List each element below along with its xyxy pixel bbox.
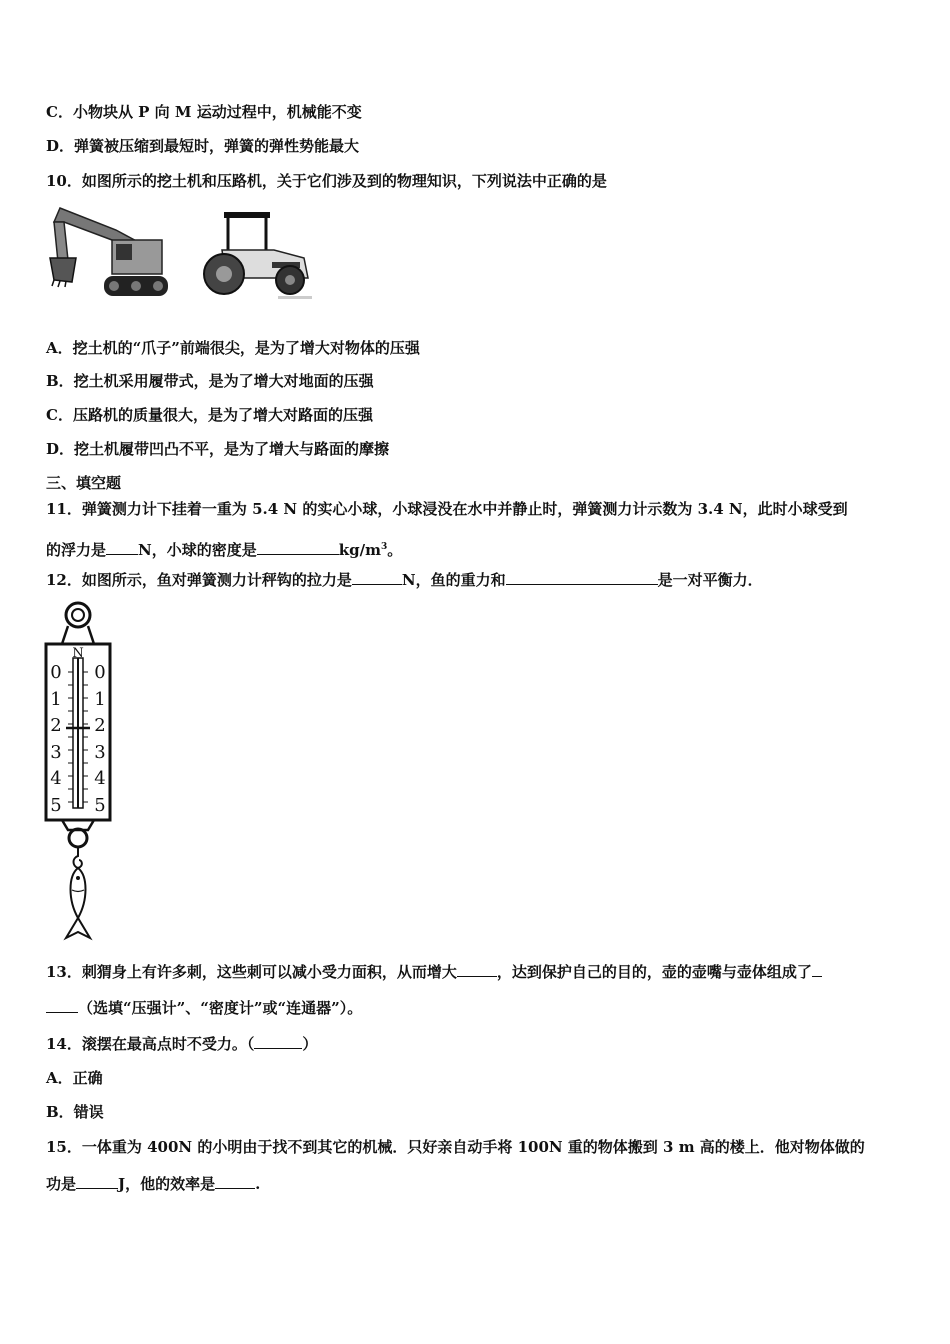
scale-tick-right: 0 (94, 662, 106, 683)
scale-tick-right: 5 (94, 795, 106, 816)
scale-tick-right: 4 (94, 768, 106, 789)
q14-option-b: B．错误 (46, 1103, 104, 1121)
q15-line1: 15．一体重为 400N 的小明由于找不到其它的机械．只好亲自动手将 100N 重的物体搬到 3 m 高的楼上．他对物体做的 (46, 1138, 865, 1156)
q11-blank-density[interactable] (257, 540, 339, 555)
q9-option-c: C．小物块从 P 向 M 运动过程中，机械能不变 (46, 103, 362, 121)
scale-tick-left: 5 (50, 795, 62, 816)
q14-option-a: A．正确 (46, 1069, 103, 1087)
q10-option-a: A．挖土机的“爪子”前端很尖，是为了增大对物体的压强 (46, 339, 420, 357)
scale-tick-right: 2 (94, 715, 106, 736)
q10-option-c: C．压路机的质量很大，是为了增大对路面的压强 (46, 406, 373, 424)
q15-blank-efficiency[interactable] (215, 1174, 255, 1189)
q13-line1 (46, 962, 822, 982)
q11-line2 (46, 537, 402, 560)
q11-blank-buoyancy[interactable] (106, 540, 138, 555)
q14-text-a: 14．滚摆在最高点时不受力。（ (46, 1035, 255, 1053)
q13-choices: （选填“压强计”、“密度计”或“连通器”）。 (78, 999, 363, 1017)
q13-text-a: 13．刺猬身上有许多刺，这些刺可以减小受力面积，从而增大 (46, 963, 457, 981)
scale-tick-left: 4 (50, 768, 62, 789)
scale-tick-right: 1 (94, 689, 106, 710)
q10-option-d: D．挖土机履带凹凸不平，是为了增大与路面的摩擦 (46, 440, 390, 458)
scale-tick-left: 2 (50, 715, 62, 736)
road-roller-icon (196, 206, 316, 302)
q14-stem (46, 1034, 317, 1054)
q14-text-b: ） (302, 1035, 318, 1053)
scale-tick-left: 1 (50, 689, 62, 710)
q12-text-a: 12．如图所示，鱼对弹簧测力计秤钩的拉力是 (46, 571, 352, 589)
scale-unit-label: N (72, 646, 84, 661)
q14-blank-answer[interactable] (254, 1034, 302, 1049)
scale-tick-left: 0 (50, 662, 62, 683)
scale-tick-right: 3 (94, 742, 106, 763)
section-title: 三、填空题 (46, 474, 122, 492)
q13-line2 (46, 998, 362, 1018)
q11-text-b: N，小球的密度是 (138, 541, 257, 559)
q9-option-d: D．弹簧被压缩到最短时，弹簧的弹性势能最大 (46, 137, 360, 155)
q12-text-b: N，鱼的重力和 (401, 571, 506, 589)
q11-period: 。 (387, 541, 403, 559)
q13-text-b: ，达到保护自己的目的，壶的壶嘴与壶体组成了 (496, 963, 812, 981)
spring-scale-figure (42, 600, 118, 942)
scale-tick-left: 3 (50, 742, 62, 763)
q15-text-c: . (255, 1175, 261, 1193)
q12-stem (46, 570, 763, 590)
q15-blank-work[interactable] (76, 1174, 118, 1189)
q12-text-c: 是一对平衡力． (657, 571, 763, 589)
q10-stem: 10．如图所示的挖土机和压路机，关于它们涉及到的物理知识，下列说法中正确的是 (46, 172, 607, 190)
q12-blank-force[interactable] (352, 570, 402, 585)
q13-blank-pressure[interactable] (457, 962, 497, 977)
q11-unit-superscript: 3 (380, 542, 388, 552)
q11-line1: 11．弹簧测力计下挂着一重为 5.4 N 的实心小球，小球浸没在水中并静止时，弹簧测力计示数为 3.4 N，此时小球受到 (46, 500, 848, 518)
q11-unit: kg/m (338, 541, 381, 559)
q11-text-a: 的浮力是 (46, 541, 107, 559)
q10-option-b: B．挖土机采用履带式，是为了增大对地面的压强 (46, 372, 374, 390)
q13-blank-device[interactable] (46, 998, 78, 1013)
q12-blank-balance[interactable] (506, 570, 658, 585)
q15-text-b: J，他的效率是 (118, 1175, 216, 1193)
q13-blank-device-start[interactable] (812, 962, 822, 977)
q15-text-a: 功是 (46, 1175, 77, 1193)
q15-line2 (46, 1174, 260, 1194)
excavator-icon (46, 200, 172, 304)
